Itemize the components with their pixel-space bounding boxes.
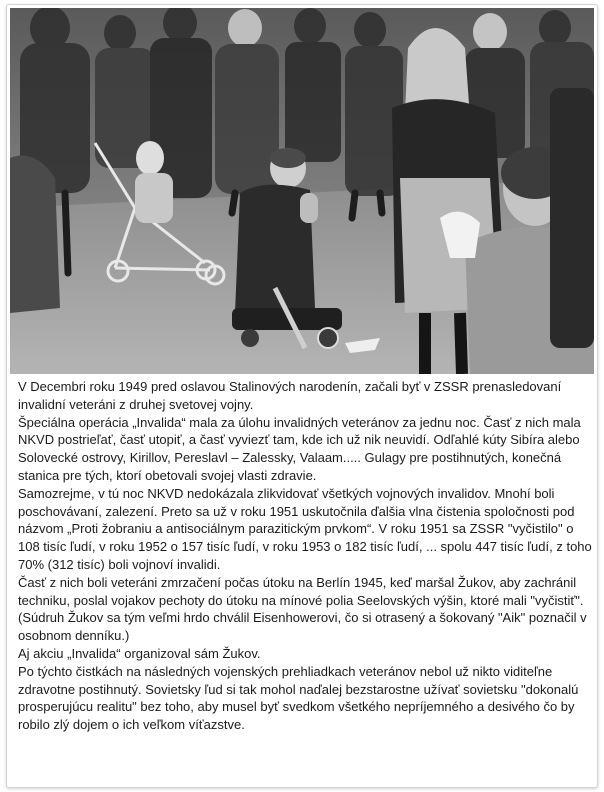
post-paragraph-5: Aj akciu „Invalida“ organizoval sám Žukov. (18, 645, 261, 661)
post-paragraph-2: Špeciálna operácia „Invalida“ mala za úlohu invalidných veteránov za jednu noc. Časť z nich mala NKVD postrieľať, časť utopiť, a časť vyviezť tam, kde ich už nik neuvidí. Odľahlé kúty Sibíra alebo Solovecké ostrovy, Kirillov, Pereslavl – Zalessky, Valaam..... Gulagy pre postihnutých, konečná stanica pre tých, ktorí obetovali svojej vlasti zdravie. (18, 414, 581, 483)
post-card (6, 4, 598, 788)
street-crowd-photo (10, 8, 594, 374)
post-paragraph-3: Samozrejme, v tú noc NKVD nedokázala zlikvidovať všetkých vojnových invalidov. Mnohí boli poschovávaní, zalezení. Preto sa už v roku 1951 uskutočnila ďalšia vlna čistenia spoločnosti pod názvom „Proti žobraniu a antisociálnym parazitickým prvkom“. V roku 1951 sa ZSSR "vyčistilo" o 108 tisíc ľudí, v roku 1952 o 157 tisíc ľudí, v roku 1953 o 182 tisíc ľudí, ... spolu 447 tisíc ľudí, z toho 70% (312 tisíc) boli vojnoví invalidi. (18, 485, 592, 572)
post-paragraph-6: Po týchto čistkách na následných vojenských prehliadkach veteránov nebol už nikto viditeľne zdravotne postihnutý. Sovietsky ľud si tak mohol naďalej bezstarostne užívať sovietsku "dokonalú prosperujúcu realitu" bez toho, aby musel byť svedkom všetkého nepríjemného a desivého čo by robilo zlý dojem o ich veľkom víťazstve. (18, 663, 579, 733)
post-paragraph-4: Časť z nich boli veteráni zmrzačení počas útoku na Berlín 1945, keď maršal Žukov, aby zachránil techniku, poslal vojakov pechoty do útoku na mínové polia Seelovských výšin, ktoré mali "vyčistiť". (Súdruh Žukov sa tým veľmi hrdo chválil Eisenhowerovi, čo si otrasený a šokovaný "Aik" poznačil v osobnom denníku.) (18, 574, 587, 644)
post-photo[interactable] (10, 8, 594, 374)
post-paragraph-1: V Decembri roku 1949 pred oslavou Stalinových narodenín, začali byť v ZSSR prenasledovaní invalidní veteráni z druhej svetovej vojny. (18, 379, 562, 412)
post-text (18, 378, 592, 734)
